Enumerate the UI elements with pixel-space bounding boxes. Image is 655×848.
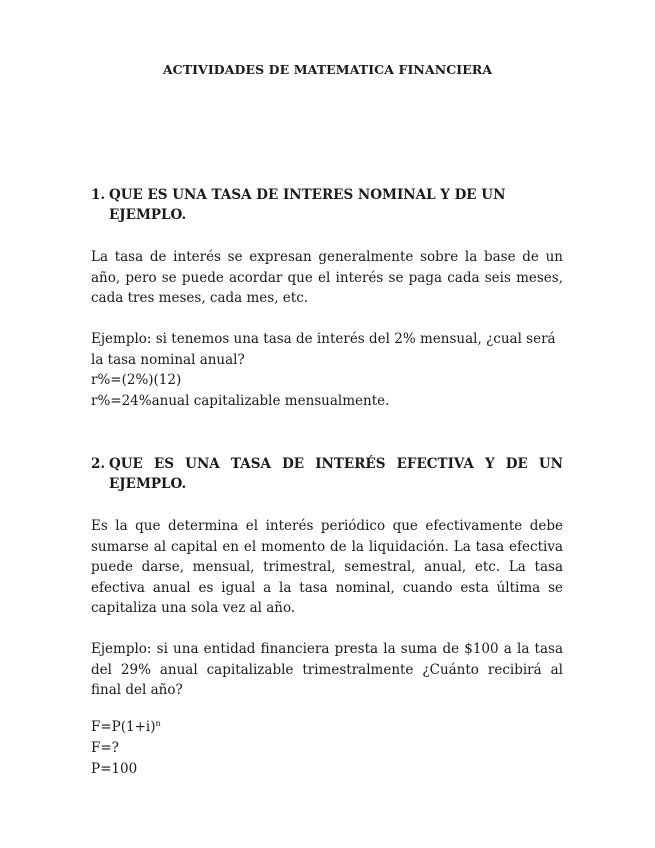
section-2-example: Ejemplo: si una entidad financiera presta la suma de $100 a la tasa del 29% anual capitalizable trimestralmente ¿Cuánto recibirá al final del año?	[91, 641, 563, 698]
section-2-paragraph: Es la que determina el interés periódico que efectivamente debe sumarse al capital en el momento de la liquidación. La tasa efectiva puede darse, mensual, trimestral, semestral, anual, etc. La tasa efectiva anual es igual a la tasa nominal, cuando esta última se capitaliza una sola vez al año.	[91, 518, 563, 616]
formula-main-text: F=P(1+i)	[91, 719, 156, 735]
section-2-formula-main	[91, 717, 161, 738]
section-1-heading-text: QUE ES UNA TASA DE INTERES NOMINAL Y DE UN EJEMPLO.	[109, 187, 506, 223]
section-1-heading	[91, 185, 563, 225]
section-2-formula-f: F=?	[91, 740, 119, 756]
section-1-paragraph: La tasa de interés se expresan generalmente sobre la base de un año, pero se puede acordar que el interés se paga cada seis meses, cada tres meses, cada mes, etc.	[91, 249, 563, 306]
document-title: ACTIVIDADES DE MATEMATICA FINANCIERA	[162, 62, 493, 77]
section-2-heading	[91, 454, 563, 494]
section-2-number: 2.	[91, 456, 106, 472]
section-1-example: Ejemplo: si tenemos una tasa de interés del 2% mensual, ¿cual será la tasa nominal anual?	[91, 331, 556, 368]
section-1-number: 1.	[91, 187, 106, 203]
formula-exponent: n	[155, 719, 161, 728]
section-1-formula-2: r%=24%anual capitalizable mensualmente.	[91, 393, 390, 409]
section-2-heading-text: QUE ES UNA TASA DE INTERÉS EFECTIVA Y DE UN EJEMPLO.	[109, 456, 563, 492]
section-2-formula-p: P=100	[91, 761, 138, 777]
section-1-formula-1: r%=(2%)(12)	[91, 372, 182, 388]
